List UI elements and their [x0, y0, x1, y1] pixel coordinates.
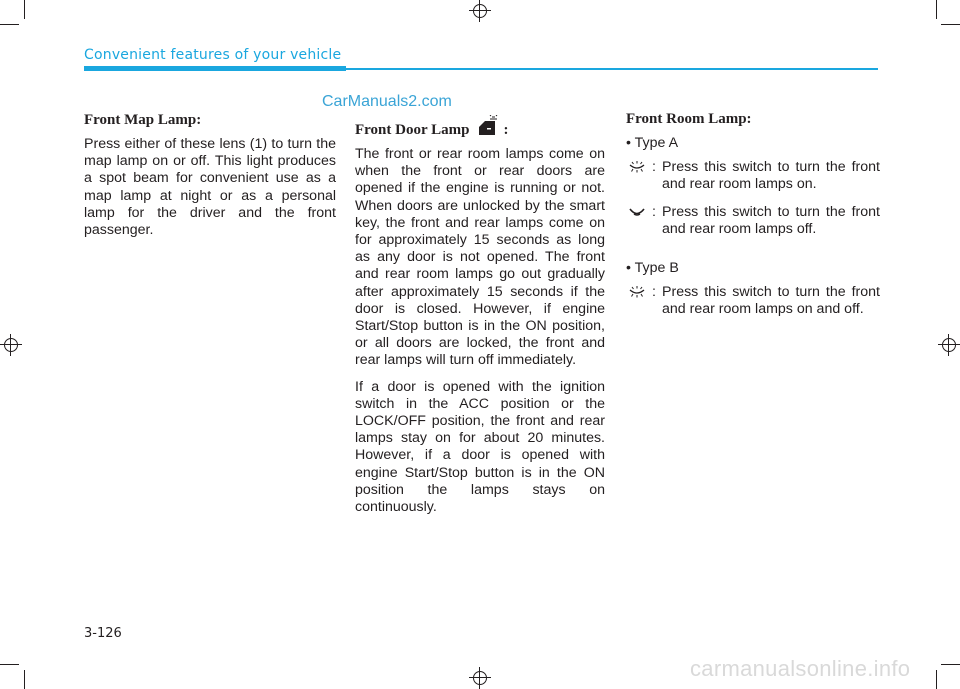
front-door-lamp-heading [355, 115, 605, 139]
item-text: Press this switch to turn the front and rear room lamps on and off. [662, 284, 880, 318]
front-door-lamp-heading-suffix: : [503, 122, 509, 138]
front-room-lamp-heading: Front Room Lamp: [626, 111, 752, 127]
registration-mark-icon [0, 334, 22, 356]
front-door-lamp-paragraph: If a door is opened with the ignition switch in the ACC position or the LOCK/OFF position, the front and rear lamps stay on for about 20 minutes. However, if a door is opened with engine Start/Stop button is in the ON position the lamps stays on continuously. [355, 378, 605, 516]
crop-mark [941, 664, 960, 665]
type-a-label: • Type A [626, 135, 679, 151]
front-map-lamp-section [84, 112, 336, 248]
front-door-lamp-paragraph: The front or rear room lamps come on when the front or rear doors are opened if the engine is running or not. When doors are unlocked by the smart key, the front and rear lamps come on for approximately 15 seconds as long as any door is not opened. The front and rear room lamps go out gradually after approximately 15 seconds if the door is closed. However, if engine Start/Stop button is in the ON position, or all doors are locked, the front and rear lamps will turn off immediately. [355, 146, 605, 369]
crop-mark [936, 670, 937, 689]
item-text: Press this switch to turn the front and rear room lamps on. [662, 159, 880, 193]
crop-mark [24, 0, 25, 19]
crop-mark [0, 664, 19, 665]
type-b-label: • Type B [626, 260, 679, 277]
list-item [626, 159, 880, 193]
front-door-lamp-heading-text: Front Door Lamp [355, 122, 470, 138]
item-colon: : [652, 203, 656, 220]
item-colon: : [652, 159, 656, 176]
room-lamp-on-icon [628, 286, 646, 298]
registration-mark-icon [469, 0, 491, 22]
footer-watermark: carmanualsonline.info [690, 656, 911, 681]
crop-mark [24, 670, 25, 689]
registration-mark-icon [938, 334, 960, 356]
crop-mark [936, 0, 937, 19]
front-room-lamp-section [626, 111, 880, 329]
room-lamp-off-icon [628, 206, 646, 218]
front-map-lamp-body: Press either of these lens (1) to turn the map lamp on or off. This light produces a spot beam for convenient use as a map lamp at night or as a personal lamp for the driver and the front passenger. [84, 136, 336, 239]
room-lamp-on-icon [628, 161, 646, 173]
header-rule [84, 66, 346, 71]
crop-mark [0, 24, 19, 25]
list-item [626, 204, 880, 238]
item-colon: : [652, 284, 656, 301]
section-title: Convenient features of your vehicle [84, 47, 342, 63]
front-map-lamp-heading: Front Map Lamp: [84, 112, 202, 128]
page-number: 3-126 [84, 626, 122, 641]
watermark-link[interactable]: CarManuals2.com [322, 93, 452, 110]
list-item [626, 284, 880, 318]
item-text: Press this switch to turn the front and rear room lamps off. [662, 203, 880, 237]
door-lamp-icon [475, 115, 501, 137]
crop-mark [941, 24, 960, 25]
registration-mark-icon [469, 667, 491, 689]
header-rule-thin [346, 68, 878, 70]
front-door-lamp-section [355, 115, 605, 525]
